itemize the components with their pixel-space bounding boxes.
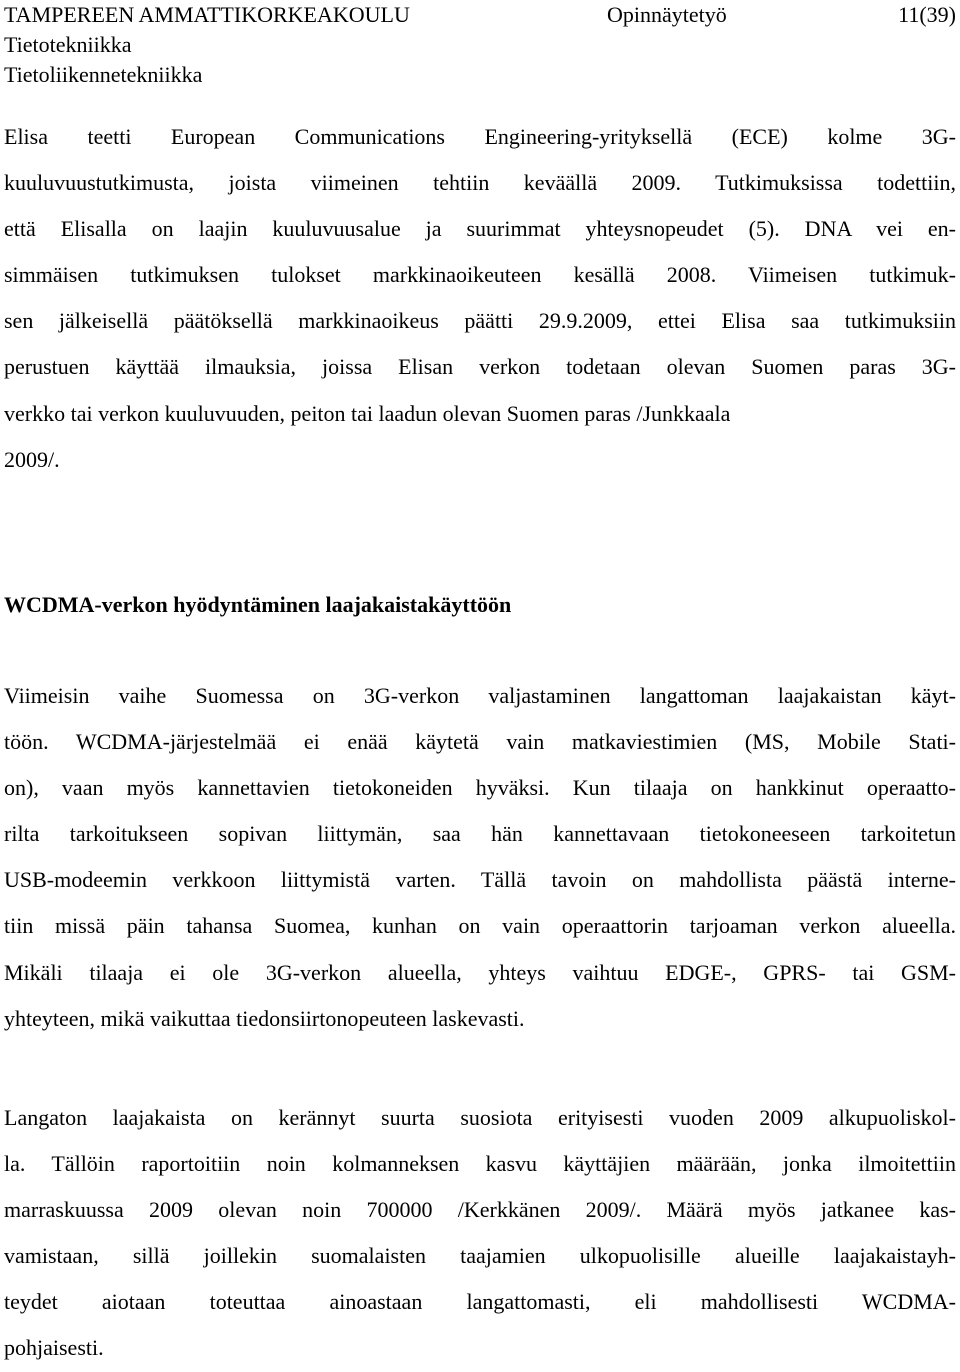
text-line: Viimeisin vaihe Suomessa on 3G-verkon valjastaminen langattoman laajakaistan käyt- — [4, 683, 956, 708]
text-line: perustuen käyttää ilmauksia, joissa Elisan verkon todetaan olevan Suomen paras 3G- — [4, 354, 956, 380]
text-line: töön. WCDMA-järjestelmää ei enää käytetä vain matkaviestimien (MS, Mobile Stati- — [4, 729, 956, 755]
text-line: verkko tai verkon kuuluvuuden, peiton tai laadun olevan Suomen paras /Junkkaala — [4, 400, 731, 426]
page-number: 11(39) — [898, 2, 956, 27]
text-line: Mikäli tilaaja ei ole 3G-verkon alueella, yhteys vaihtuu EDGE-, GPRS- tai GSM- — [4, 959, 956, 985]
text-line: on), vaan myös kannettavien tietokoneiden hyväksi. Kun tilaaja on hankkinut operaatto- — [4, 775, 956, 801]
text-line: vamistaan, sillä joillekin suomalaisten taajamien ulkopuolisille alueille laajakaistayh- — [4, 1243, 956, 1269]
section-heading: WCDMA-verkon hyödyntäminen laajakaistakäyttöön — [4, 592, 512, 617]
text-line: sen jälkeisellä päätöksellä markkinaoikeus päätti 29.9.2009, ettei Elisa saa tutkimuksiin — [4, 308, 956, 334]
text-line: pohjaisesti. — [4, 1335, 104, 1361]
institution-name: TAMPEREEN AMMATTIKORKEAKOULU — [4, 2, 410, 27]
text-line: Elisa teetti European Communications Engineering-yrityksellä (ECE) kolme 3G- — [4, 124, 956, 149]
text-line: la. Tällöin raportoitiin noin kolmanneksen kasvu käyttäjien määrään, jonka ilmoitettiin — [4, 1151, 956, 1177]
header-row-1 — [4, 0, 956, 30]
text-line: tiin missä päin tahansa Suomea, kunhan on vain operaattorin tarjoaman verkon alueella. — [4, 913, 956, 939]
text-line: kuuluvuustutkimusta, joista viimeinen tehtiin keväällä 2009. Tutkimuksissa todettiin, — [4, 170, 956, 196]
department-name: Tietotekniikka — [4, 32, 132, 57]
text-line: että Elisalla on laajin kuuluvuusalue ja suurimmat yhteysnopeudet (5). DNA vei en- — [4, 216, 956, 242]
text-line: yhteyteen, mikä vaikuttaa tiedonsiirtonopeuteen laskevasti. — [4, 1005, 525, 1031]
text-line: 2009/. — [4, 446, 60, 472]
text-line: USB-modeemin verkkoon liittymistä varten. Tällä tavoin on mahdollista päästä interne- — [4, 867, 956, 893]
header-row-2 — [4, 30, 956, 60]
text-line: teydet aiotaan toteuttaa ainoastaan langattomasti, eli mahdollisesti WCDMA- — [4, 1289, 956, 1315]
paragraph-wireless-broadband-growth — [4, 1095, 956, 1372]
text-line: simmäisen tutkimuksen tulokset markkinaoikeuteen kesällä 2008. Viimeisen tutkimuk- — [4, 262, 956, 288]
document-type: Opinnäytetyö — [607, 2, 727, 27]
page-header — [4, 0, 956, 90]
text-line: marraskuussa 2009 olevan noin 700000 /Kerkkänen 2009/. Määrä myös jatkanee kas- — [4, 1197, 956, 1223]
header-row-3 — [4, 60, 956, 90]
program-name: Tietoliikennetekniikka — [4, 62, 203, 87]
text-line: Langaton laajakaista on kerännyt suurta suosiota erityisesti vuoden 2009 alkupuoliskol- — [4, 1105, 956, 1130]
text-line: rilta tarkoitukseen sopivan liittymän, saa hän kannettavaan tietokoneeseen tarkoitetun — [4, 821, 956, 847]
paragraph-ece-study — [4, 114, 956, 483]
paragraph-wcdma-broadband — [4, 673, 956, 1042]
